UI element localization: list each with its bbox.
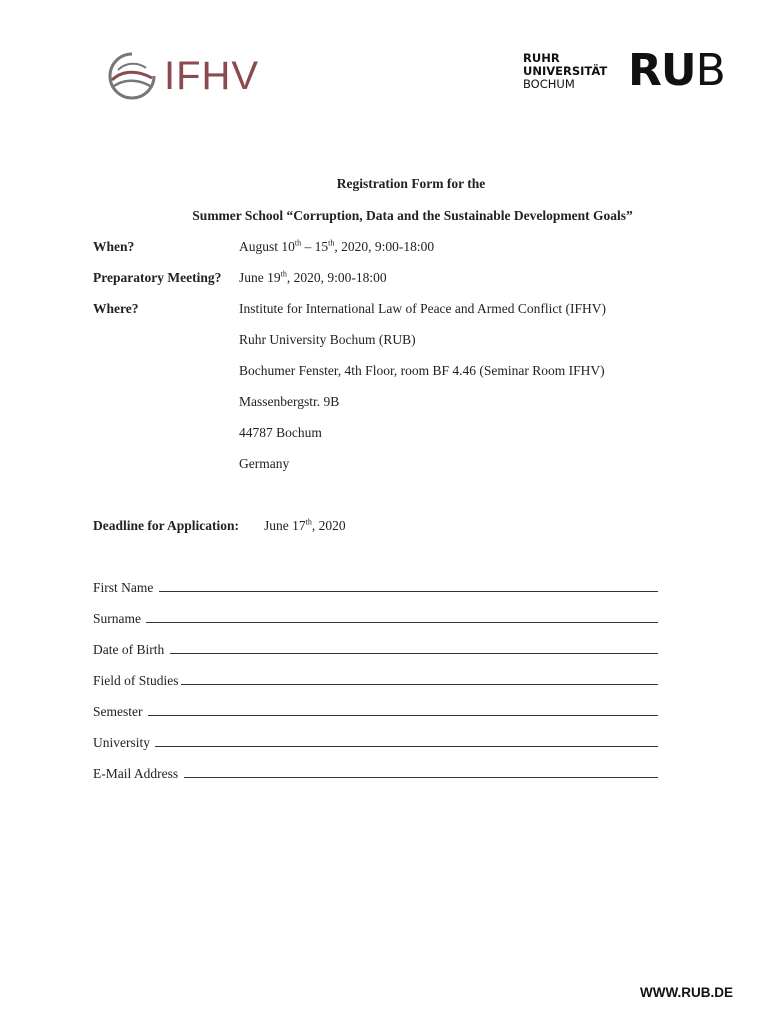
university-field[interactable] <box>93 734 658 751</box>
when-label: When? <box>93 239 135 254</box>
when-value: August 10th – 15th, 2020, 9:00-18:00 <box>239 238 435 254</box>
field-label: Date of Birth <box>93 642 168 657</box>
rub-wordmark-stack <box>523 52 607 91</box>
rub-line-2: UNIVERSITÄT <box>523 64 608 78</box>
field-of-studies-field[interactable] <box>93 672 658 689</box>
field-label: Surname <box>93 611 145 626</box>
fill-in-line[interactable] <box>184 765 659 778</box>
fill-in-line[interactable] <box>181 672 658 685</box>
fill-in-line[interactable] <box>146 610 658 623</box>
fill-in-line[interactable] <box>155 734 658 747</box>
field-label: Semester <box>93 704 146 719</box>
address-line: Bochumer Fenster, 4th Floor, room BF 4.46 (Seminar Room IFHV) <box>239 363 605 378</box>
address-line: Germany <box>239 456 290 471</box>
semester-field[interactable] <box>93 703 658 720</box>
summer-school-title: Summer School “Corruption, Data and the Sustainable Development Goals” <box>192 208 633 223</box>
where-label: Where? <box>93 301 139 316</box>
fill-in-line[interactable] <box>159 579 658 592</box>
field-label: E-Mail Address <box>93 766 182 781</box>
address-line: 44787 Bochum <box>239 425 322 440</box>
address-line: Massenbergstr. 9B <box>239 394 340 409</box>
prep-meeting-value: June 19th, 2020, 9:00-18:00 <box>239 269 387 285</box>
address-line: Ruhr University Bochum (RUB) <box>239 332 416 347</box>
address-line: Institute for International Law of Peace and Armed Conflict (IFHV) <box>239 301 607 316</box>
rub-line-1: RUHR <box>523 51 560 65</box>
field-label: First Name <box>93 580 157 595</box>
first-name-field[interactable] <box>93 579 658 596</box>
rub-logo <box>628 42 725 100</box>
date-of-birth-field[interactable] <box>93 641 658 658</box>
email-address-field[interactable] <box>93 765 658 782</box>
deadline-value: June 17th, 2020 <box>264 517 346 533</box>
rub-line-3: BOCHUM <box>523 77 575 91</box>
footer-url[interactable]: WWW.RUB.DE <box>640 985 733 1000</box>
form-title: Registration Form for the <box>336 176 486 191</box>
rub-logo-b: B <box>695 45 725 96</box>
fill-in-line[interactable] <box>170 641 658 654</box>
field-label: Field of Studies <box>93 673 179 688</box>
rub-logo-ru: RU <box>628 45 696 96</box>
fill-in-line[interactable] <box>148 703 658 716</box>
prep-meeting-label: Preparatory Meeting? <box>93 270 222 285</box>
ifhv-logo <box>104 50 264 102</box>
ifhv-logo-text: IFHV <box>164 54 260 98</box>
field-label: University <box>93 735 154 750</box>
deadline-label: Deadline for Application: <box>93 518 240 533</box>
surname-field[interactable] <box>93 610 658 627</box>
ifhv-emblem-icon <box>104 50 160 102</box>
